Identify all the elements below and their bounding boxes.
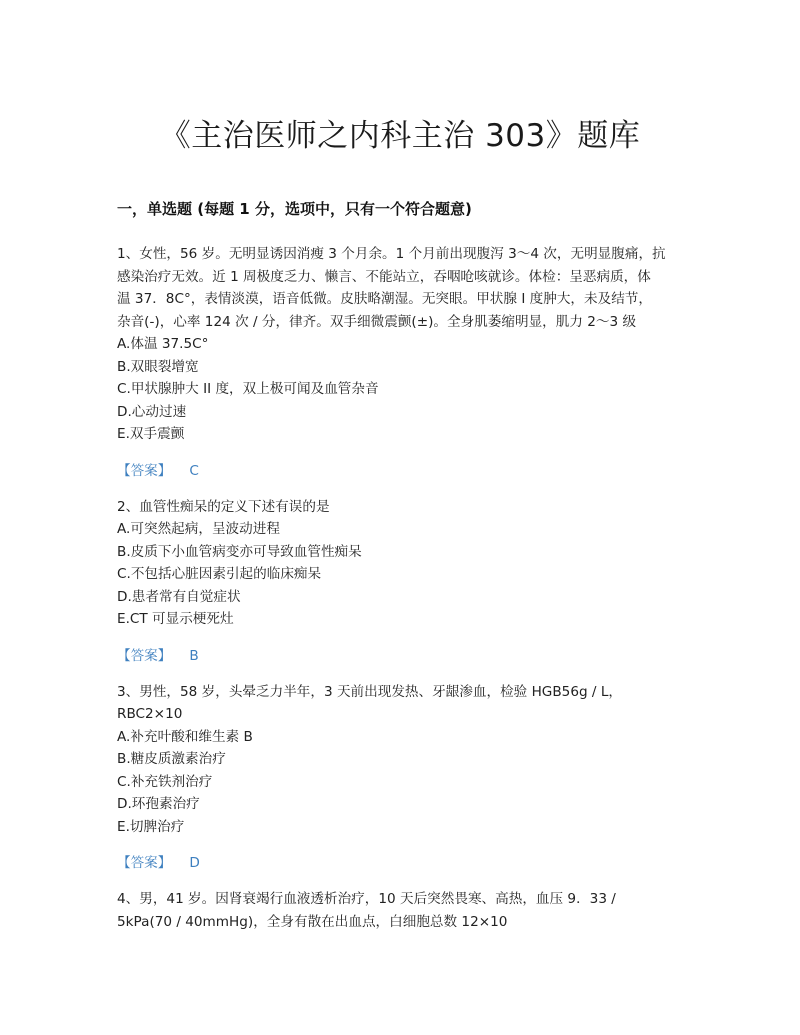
question-stem-line: 感染治疗无效。近 1 周极度乏力、懒言、不能站立，吞咽呛咳就诊。体检：呈恶病质，体	[117, 268, 651, 285]
question-stem-line: 温 37．8C°，表情淡漠，语音低微。皮肤略潮湿。无突眼。甲状腺 I 度肿大，未及结节，	[117, 291, 652, 307]
option-E: E.双手震颤	[117, 426, 185, 442]
question-stem-line: 4、男，41 岁。因肾衰竭行血液透析治疗，10 天后突然畏寒、高热，血压 9．33 /	[117, 891, 616, 907]
question-stem-line: 5kPa(70 / 40mmHg)，全身有散在出血点，白细胞总数 12×10	[117, 913, 508, 930]
option-C: C.不包括心脏因素引起的临床痴呆	[117, 566, 322, 582]
option-E: E.CT 可显示梗死灶	[117, 611, 234, 627]
question-stem-line: 杂音(-)，心率 124 次 / 分，律齐。双手细微震颤(±)。全身肌萎缩明显，肌力 2～3 级	[117, 313, 637, 330]
option-E: E.切脾治疗	[117, 818, 185, 835]
answer-label: 【答案】	[117, 855, 172, 871]
option-D: D.环孢素治疗	[117, 796, 200, 812]
answer-line	[117, 645, 687, 667]
answer-label: 【答案】	[117, 462, 172, 479]
question-stem-line: RBC2×10	[117, 706, 183, 722]
option-B: B.双眼裂增宽	[117, 358, 199, 375]
option-D: D.患者常有自觉症状	[117, 588, 241, 605]
option-A: A.体温 37.5C°	[117, 336, 209, 352]
question-3	[117, 681, 687, 875]
option-C: C.补充铁剂治疗	[117, 773, 213, 790]
answer-line	[117, 852, 687, 874]
answer-value: B	[189, 647, 199, 664]
question-stem-line: 2、血管性痴呆的定义下述有误的是	[117, 498, 330, 515]
option-A: A.补充叶酸和维生素 B	[117, 728, 253, 745]
answer-label: 【答案】	[117, 647, 172, 664]
question-list	[117, 243, 687, 933]
section-heading: 一，单选题 (每题 1 分，选项中，只有一个符合题意)	[117, 200, 472, 218]
answer-line	[117, 460, 687, 482]
question-4	[117, 888, 687, 933]
option-D: D.心动过速	[117, 403, 187, 420]
option-A: A.可突然起病，呈波动进程	[117, 521, 280, 537]
answer-value: D	[189, 855, 200, 871]
question-stem-line: 3、男性，58 岁，头晕乏力半年，3 天前出现发热、牙龈渗血，检验 HGB56g / L，	[117, 683, 622, 700]
option-C: C.甲状腺肿大 II 度，双上极可闻及血管杂音	[117, 381, 379, 397]
question-stem-line: 1、女性，56 岁。无明显诱因消瘦 3 个月余。1 个月前出现腹泻 3～4 次，无明显腹痛，抗	[117, 246, 666, 262]
option-B: B.皮质下小血管病变亦可导致血管性痴呆	[117, 543, 362, 560]
answer-value: C	[189, 462, 199, 479]
option-B: B.糖皮质激素治疗	[117, 751, 226, 767]
question-2	[117, 496, 687, 667]
question-1	[117, 243, 687, 482]
page-title: 《主治医师之内科主治 303》题库	[159, 118, 641, 154]
